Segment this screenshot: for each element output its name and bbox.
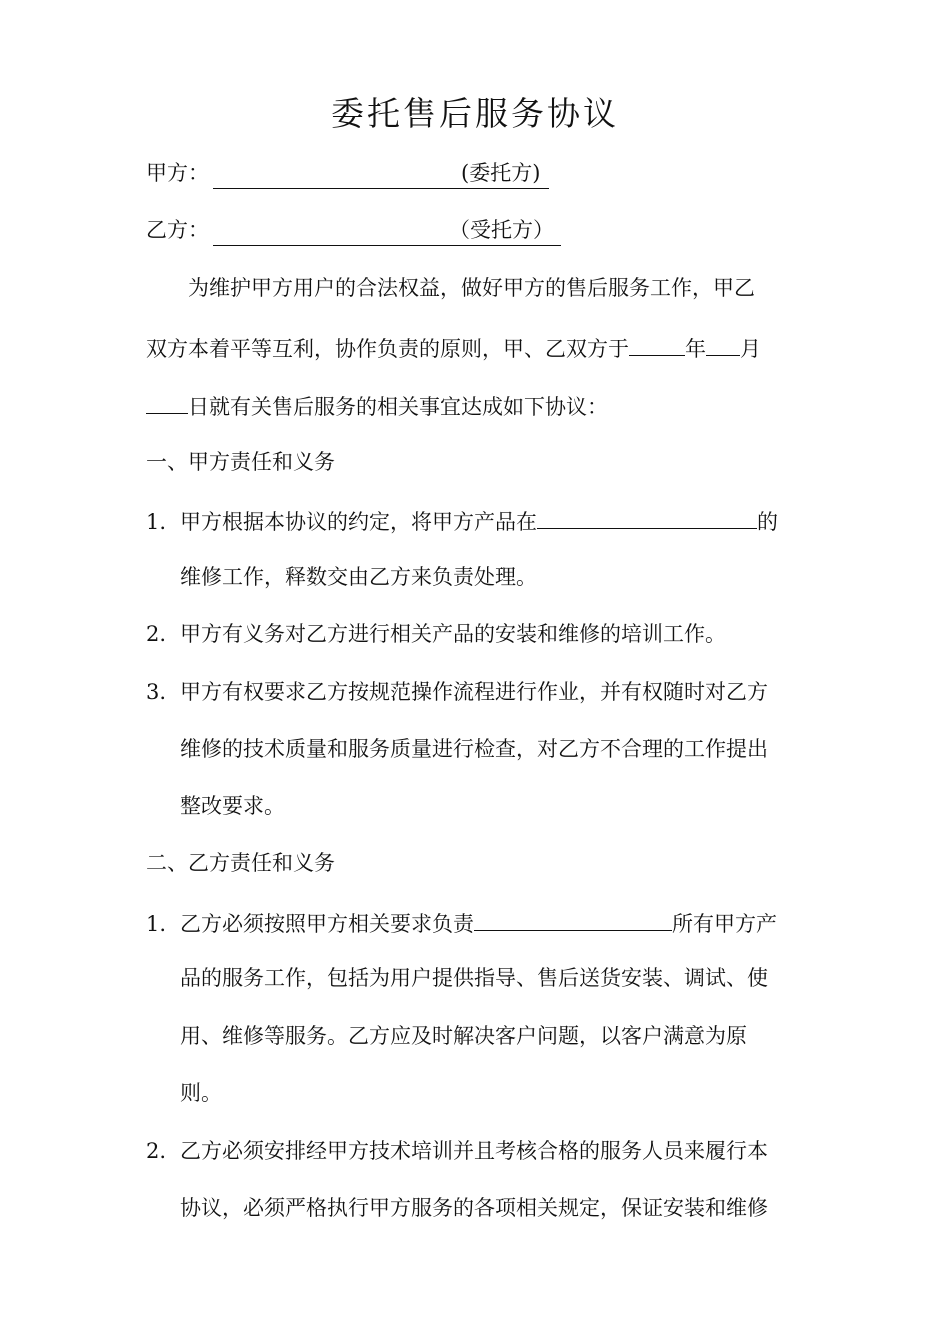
s1-item-1-line-1	[146, 504, 778, 537]
party-b-role: （受托方）	[449, 218, 554, 242]
month-label: 月	[740, 337, 761, 361]
party-b-label: 乙方：	[146, 218, 209, 242]
intro-line-2	[146, 331, 761, 364]
s1-item-1-blank[interactable]	[537, 504, 757, 529]
intro-line-2-text: 双方本着平等互利，协作负责的原则，甲、乙双方于	[146, 337, 629, 361]
s1-item-3-number: 3.	[146, 680, 167, 704]
section-1-heading: 一、甲方责任和义务	[146, 450, 335, 474]
s1-item-3-line-1	[146, 677, 768, 707]
s1-item-3-line-3: 整改要求。	[180, 794, 285, 818]
intro-line-1: 为维护甲方用户的合法权益，做好甲方的售后服务工作，甲乙	[188, 276, 755, 300]
party-a-label: 甲方：	[146, 161, 209, 185]
year-blank[interactable]	[629, 331, 685, 356]
s1-item-2-number: 2.	[146, 622, 167, 646]
party-b-blank[interactable]	[213, 215, 561, 246]
party-a-role: (委托方)	[461, 161, 541, 185]
s1-item-2-text: 甲方有义务对乙方进行相关产品的安装和维修的培训工作。	[180, 622, 726, 646]
s2-item-1-text-b: 所有甲方产	[672, 912, 777, 936]
s2-item-1-blank[interactable]	[474, 906, 672, 931]
s2-item-1-number: 1.	[146, 912, 167, 936]
s1-item-3-line-2: 维修的技术质量和服务质量进行检查，对乙方不合理的工作提出	[180, 737, 768, 761]
s1-item-3-text: 甲方有权要求乙方按规范操作流程进行作业，并有权随时对乙方	[180, 680, 768, 704]
s2-item-1-line-4: 则。	[180, 1081, 222, 1105]
s1-item-1-text-b: 的	[757, 510, 778, 534]
s1-item-1-line-2: 维修工作，释数交由乙方来负责处理。	[180, 565, 537, 589]
s2-item-2-line-2: 协议，必须严格执行甲方服务的各项相关规定，保证安装和维修	[180, 1196, 768, 1220]
party-a-blank[interactable]	[213, 158, 549, 189]
s2-item-2-text: 乙方必须安排经甲方技术培训并且考核合格的服务人员来履行本	[180, 1139, 768, 1163]
intro-line-3-text: 日就有关售后服务的相关事宜达成如下协议：	[188, 395, 608, 419]
document-title: 委托售后服务协议	[331, 94, 619, 133]
party-a-line	[146, 158, 549, 189]
day-blank[interactable]	[146, 389, 188, 414]
s1-item-1-number: 1.	[146, 510, 167, 534]
s2-item-2-line-1	[146, 1136, 768, 1166]
s2-item-1-text-a: 乙方必须按照甲方相关要求负责	[180, 912, 474, 936]
year-label: 年	[685, 337, 706, 361]
s1-item-2-line-1	[146, 619, 726, 649]
section-2-heading: 二、乙方责任和义务	[146, 851, 335, 875]
s1-item-1-text-a: 甲方根据本协议的约定，将甲方产品在	[180, 510, 537, 534]
intro-line-3	[146, 389, 608, 422]
s2-item-1-line-1	[146, 906, 777, 939]
s2-item-1-line-3: 用、维修等服务。乙方应及时解决客户问题，以客户满意为原	[180, 1024, 747, 1048]
s2-item-1-line-2: 品的服务工作，包括为用户提供指导、售后送货安装、调试、使	[180, 966, 768, 990]
party-b-line	[146, 215, 561, 246]
s2-item-2-number: 2.	[146, 1139, 167, 1163]
month-blank[interactable]	[706, 331, 740, 356]
